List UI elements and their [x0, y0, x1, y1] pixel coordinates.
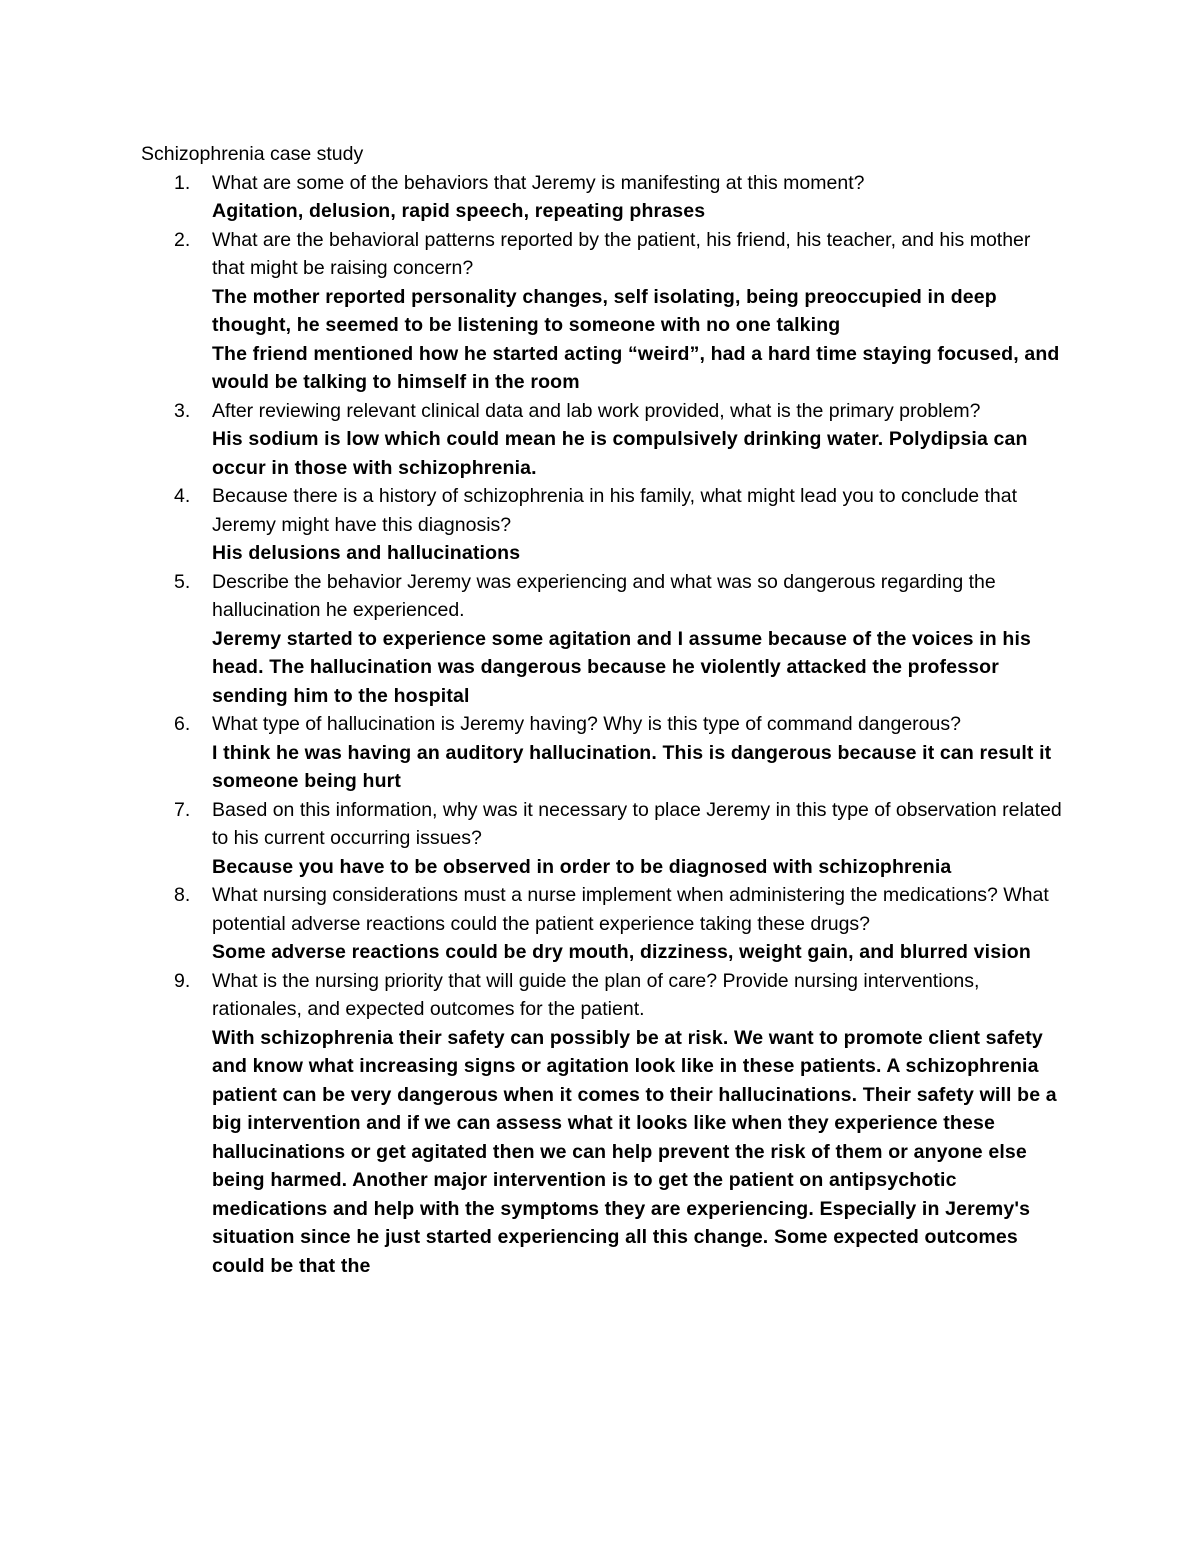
answer-text: Because you have to be observed in order to be diagnosed with schizophrenia — [212, 855, 952, 878]
question-item — [141, 397, 1071, 483]
question-text: What nursing considerations must a nurse implement when administering the medications? What potential adverse reactions could the patient experience taking these drugs? — [212, 884, 1049, 935]
question-item — [141, 568, 1071, 711]
question-number: 2. — [174, 228, 191, 251]
question-item — [141, 710, 1071, 796]
document-content — [141, 140, 1071, 1280]
question-item — [141, 881, 1071, 967]
question-list — [141, 169, 1071, 1281]
question-item — [141, 169, 1071, 226]
question-number: 1. — [174, 171, 191, 194]
question-number: 9. — [174, 969, 191, 992]
answer-text: The friend mentioned how he started acting “weird”, had a hard time staying focused, and would be talking to himself in the room — [212, 342, 1060, 393]
answer-text: The mother reported personality changes, self isolating, being preoccupied in deep thought, he seemed to be listening to someone with no one talking — [212, 285, 997, 336]
question-text: What are the behavioral patterns reported by the patient, his friend, his teacher, and his mother that might be raising concern? — [212, 228, 1031, 279]
question-item — [141, 967, 1071, 1281]
question-number: 6. — [174, 713, 191, 735]
answer-text: With schizophrenia their safety can possibly be at risk. We want to promote client safety and know what increasing signs or agitation look like in these patients. A schizophrenia patient can be very dangerous when it comes to their hallucinations. Their safety will be a big intervention and if we can assess what it looks like when they experience these hallucinations or get agitated then we can help prevent the risk of them or anyone else being harmed. Another major intervention is to get the patient on antipsychotic medications and help with the symptoms they are experiencing. Especially in Jeremy's situation since he just started experiencing all this change. Some expected outcomes could be that the — [212, 1026, 1057, 1277]
question-number: 8. — [174, 884, 191, 906]
question-number: 4. — [174, 485, 191, 507]
question-text: Describe the behavior Jeremy was experiencing and what was so dangerous regarding the hallucination he experienced. — [212, 570, 996, 621]
answer-text: Jeremy started to experience some agitation and I assume because of the voices in his head. The hallucination was dangerous because he violently attacked the professor sending him to the hospital — [212, 627, 1032, 707]
question-text: What are some of the behaviors that Jeremy is manifesting at this moment? — [212, 171, 865, 194]
question-number: 5. — [174, 570, 191, 593]
question-number: 7. — [174, 798, 191, 821]
question-text: Because there is a history of schizophrenia in his family, what might lead you to conclude that Jeremy might have this diagnosis? — [212, 485, 1017, 536]
question-text: What type of hallucination is Jeremy having? Why is this type of command dangerous? — [212, 713, 961, 735]
question-number: 3. — [174, 399, 191, 422]
question-text: After reviewing relevant clinical data and lab work provided, what is the primary problem? — [212, 399, 981, 422]
question-item — [141, 796, 1071, 882]
answer-text: Agitation, delusion, rapid speech, repeating phrases — [212, 200, 706, 222]
answer-text: His delusions and hallucinations — [212, 542, 521, 564]
question-item — [141, 482, 1071, 568]
answer-text: His sodium is low which could mean he is compulsively drinking water. Polydipsia can occur in those with schizophrenia. — [212, 428, 1028, 479]
answer-text: Some adverse reactions could be dry mouth, dizziness, weight gain, and blurred vision — [212, 941, 1031, 963]
question-text: Based on this information, why was it necessary to place Jeremy in this type of observation related to his current occurring issues? — [212, 798, 1062, 849]
question-item — [141, 226, 1071, 397]
question-text: What is the nursing priority that will guide the plan of care? Provide nursing interventions, rationales, and expected outcomes for the patient. — [212, 969, 980, 1020]
answer-text: I think he was having an auditory hallucination. This is dangerous because it can result it someone being hurt — [212, 741, 1052, 792]
document-title: Schizophrenia case study — [141, 143, 364, 165]
